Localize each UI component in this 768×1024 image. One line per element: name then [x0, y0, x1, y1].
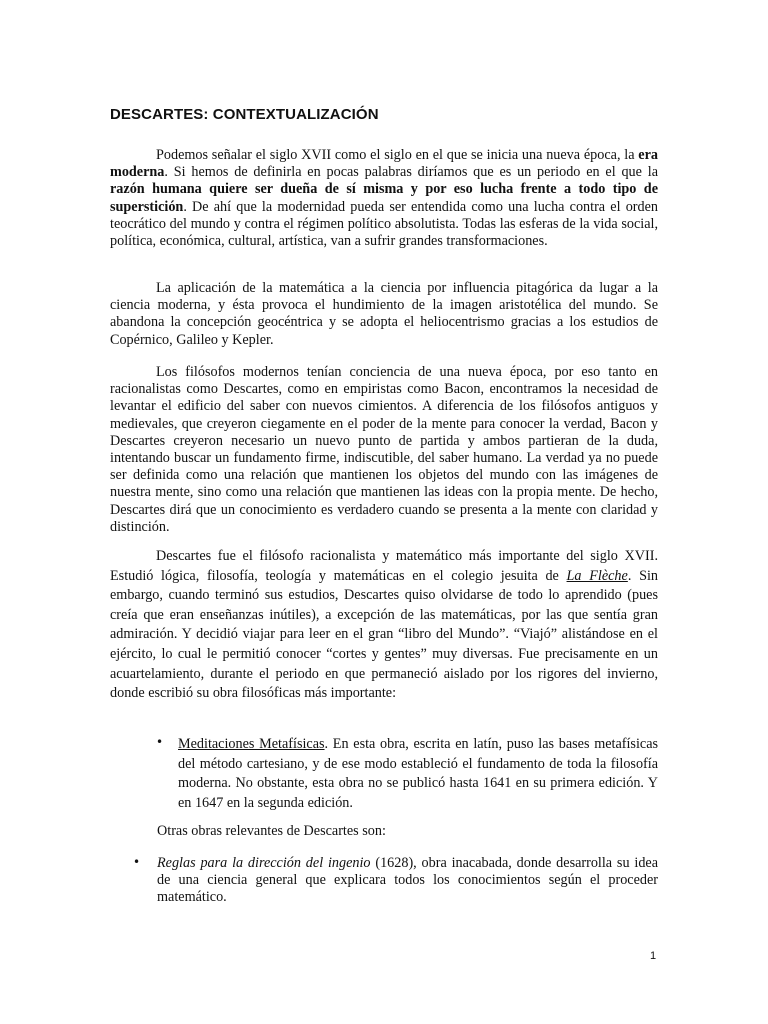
bold-era-moderna: era moderna [110, 147, 658, 181]
paragraph-1 [110, 147, 658, 250]
page-title: DESCARTES: CONTEXTUALIZACIÓN [110, 106, 379, 123]
page-number: 1 [650, 950, 657, 962]
paragraph-1-text-b: . Si hemos de definirla en pocas palabras diríamos que es un periodo en el que la [164, 164, 658, 181]
bullet-1-dot: • [156, 735, 164, 749]
reglas-title: Reglas para la dirección del ingenio [157, 855, 371, 871]
meditaciones-text: . En esta obra, escrita en latín, puso las bases metafísicas del método cartesiano, y de ese modo estableció el fundamento de toda la filosofía moderna. No obstante, esta obra no se publicó hasta 1641 en su primera edición. Y en 1647 en la segunda edición. [178, 736, 659, 811]
paragraph-3: Los filósofos modernos tenían conciencia de una nueva época, por eso tanto en racionalistas como Descartes, como en empiristas como Bacon, encontramos la necesidad de levantar el edificio del saber con nuevos cimientos. A diferencia de los filósofos antiguos y medievales, que creyeron ciegamente en el poder de la mente para conocer la verdad, Bacon y Descartes creyeron necesario un nuevo punto de partida y ambos partieran de la duda, intentando buscar un fundamento firme, indiscutible, del saber humano. La verdad ya no puede ser definida como una relación que mantienen los objetos del mundo con las imágenes de nuestra mente, sino como una relación que mantienen las ideas con la propia mente. De hecho, Descartes dirá que un conocimiento es verdadero cuando se presenta a la mente con claridad y distinción. [110, 364, 658, 535]
bullet-item-reglas [157, 855, 658, 907]
paragraph-4-text-b: . Sin embargo, cuando terminó sus estudios, Descartes quiso olvidarse de todo lo aprendido (pues creía que eran enseñanzas inútiles), a excepción de las matemáticas, por las que sentía gran admiración. Y decidió viajar para leer en el gran “libro del Mundo”. “Viajó” alistándose en el ejército, lo cual le permitió conocer “cortes y gentes” muy diversas. Fue precisamente en un acuartelamiento, durante el periodo en que permaneció aislado por los rigores del invierno, donde escribió su obra filosóficas más importante: [110, 567, 658, 702]
paragraph-4 [110, 547, 658, 704]
paragraph-1-text-a: Podemos señalar el siglo XVII como el siglo en el que se inicia una nueva época, la [156, 147, 639, 163]
paragraph-4-text-a: Descartes fue el filósofo racionalista y matemático más importante del siglo XVII. Estudió lógica, filosofía, teología y matemáticas en el colegio jesuita de [110, 548, 658, 584]
paragraph-2: La aplicación de la matemática a la ciencia por influencia pitagórica da lugar a la ciencia moderna, y ésta provoca el hundimiento de la imagen aristotélica del mundo. Se abandona la concepción geocéntrica y se adopta el heliocentrismo gracias a los estudios de Copérnico, Galileo y Kepler. [110, 280, 658, 348]
bullet-item-meditaciones [178, 735, 658, 813]
other-works-intro: Otras obras relevantes de Descartes son: [157, 823, 386, 839]
bold-razon-humana: razón humana quiere ser dueña de sí misma y por eso lucha frente a todo tipo de superstición [110, 181, 658, 215]
bullet-2-dot: • [133, 855, 141, 869]
paragraph-1-text-c: . De ahí que la modernidad pueda ser entendida como una lucha contra el orden teocrático del mundo y contra el régimen político absolutista. Todas las esferas de la vida social, política, económica, cultural, artística, van a sufrir grandes transformaciones. [110, 198, 658, 250]
meditaciones-title: Meditaciones Metafísicas [178, 736, 325, 752]
la-fleche-link[interactable]: La Flèche [566, 567, 628, 584]
reglas-text: (1628), obra inacabada, donde desarrolla su idea de una ciencia general que explicara todos los conocimientos según el proceder matemático. [157, 855, 659, 906]
